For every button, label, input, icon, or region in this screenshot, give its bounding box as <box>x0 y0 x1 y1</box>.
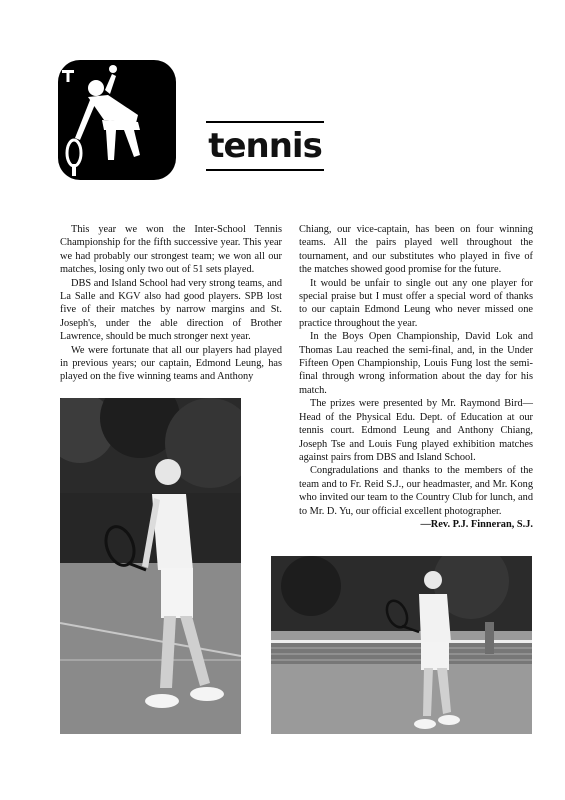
paragraph: DBS and Island School had very strong teams, and La Salle and KGV also had good players. SPB lost five of their matches by narrow margins and St. Joseph's, under the able direction of Brother Lawrence, should be much stronger next year. <box>60 277 282 343</box>
photo-player-at-net <box>271 556 532 734</box>
paragraph: It would be unfair to single out any one player for special praise but I must offer a special word of thanks to our captain Edmond Leung who never missed one practice throughout the year. <box>299 277 533 329</box>
paragraph: In the Boys Open Championship, David Lok and Thomas Lau reached the semi-final, and, in the Under Fifteen Open Championship, Louis Fung lost the semi-final through wrong information about the day for his match. <box>299 331 533 396</box>
paragraph: We were fortunate that all our players had played in previous years; our captain, Edmond Leung, has played on the five winning teams and Anthony <box>60 344 282 383</box>
photo-player-with-racket <box>60 398 241 734</box>
tennis-logo <box>58 60 176 180</box>
title-rule-bottom <box>206 169 324 171</box>
paragraph: This year we won the Inter-School Tennis Championship for the fifth successive year. This year we had probably our strongest team; we won all our matches, losing only two out of 51 sets played. <box>60 224 282 276</box>
article-column-left <box>60 223 282 384</box>
paragraph: Congradulations and thanks to the members of the team and to Fr. Reid S.J., our headmaster, and Mr. Kong who invited our team to the Country Club for lunch, and to Mr. D. Yu, our official excellent photographer. <box>299 465 533 517</box>
paragraph: Chiang, our vice-captain, has been on four winning teams. All the pairs played well throughout the tournament, and our substitutes who played in five of the matches showed good promise for the future. <box>299 224 533 276</box>
paragraph: The prizes were presented by Mr. Raymond Bird—Head of the Physical Edu. Dept. of Education at our tennis court. Edmond Leung and Anthony Chiang, Joseph Tse and Louis Fung played exhibition matches against pairs from DBS and Island School. <box>299 398 533 463</box>
tennis-player-pictogram-icon <box>58 60 176 180</box>
article-column-right <box>299 223 533 531</box>
author-signature: —Rev. P.J. Finneran, S.J. <box>420 518 533 530</box>
page-title: tennis <box>208 126 322 166</box>
